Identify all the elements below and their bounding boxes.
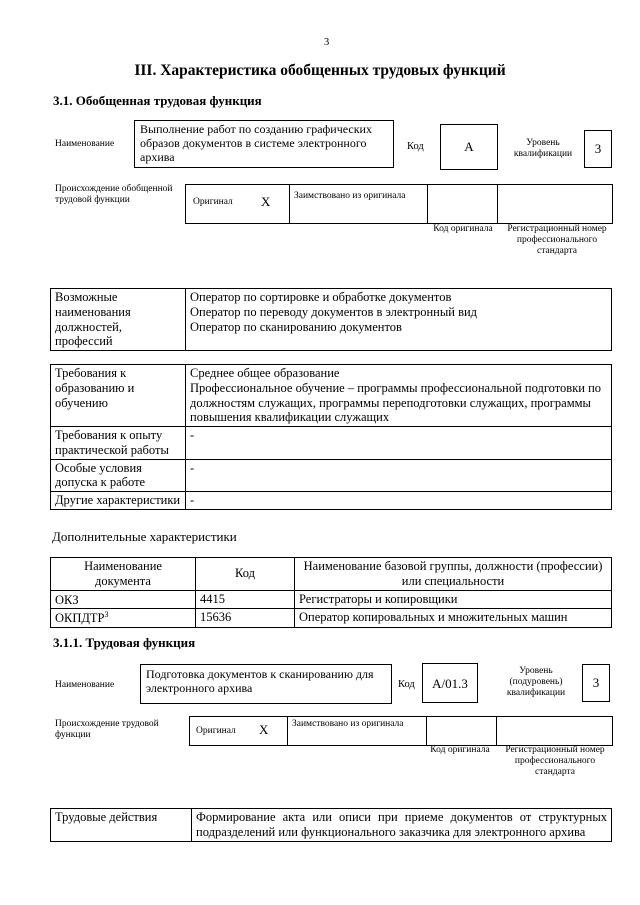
gtf-name-box bbox=[134, 120, 394, 168]
req-education-value bbox=[186, 365, 612, 427]
table-row bbox=[51, 609, 612, 628]
actions-table bbox=[50, 808, 612, 842]
gtf-reg-label: Регистрационный номер профессионального стандарта bbox=[507, 224, 607, 256]
tf-heading: 3.1.1. Трудовая функция bbox=[53, 635, 196, 650]
tf-borrowed-label: Заимствовано из оригинала bbox=[292, 719, 404, 729]
req-education-label: Требования к образованию и обучению bbox=[51, 365, 186, 427]
tf-origin-box bbox=[189, 716, 613, 746]
tf-name-value: Подготовка документов к сканированию для электронного архива bbox=[146, 667, 374, 695]
tf-code-label: Код bbox=[398, 679, 415, 690]
additional-name: Оператор копировальных и множительных машин bbox=[295, 609, 612, 628]
tf-level-box bbox=[582, 664, 610, 702]
gtf-code-value: А bbox=[464, 139, 474, 154]
tf-level-label: Уровень (подуровень) квалификации bbox=[506, 666, 566, 698]
additional-doc: ОКПДТР$^3$ bbox=[51, 609, 196, 628]
tf-code-box bbox=[422, 663, 478, 703]
section-title: III. Характеристика обобщенных трудовых функций bbox=[134, 62, 506, 79]
req-education-line: Профессиональное обучение – программы профессиональной подготовки по должностям служащих, программы переподготовки служащих, программы повышения квалификации служащих bbox=[190, 380, 602, 425]
additional-name: Регистраторы и копировщики bbox=[295, 590, 612, 609]
additional-header-code: Код bbox=[196, 558, 295, 591]
tf-original-mark: X bbox=[259, 722, 269, 737]
page-number: 3 bbox=[324, 37, 330, 48]
gtf-code-box bbox=[440, 124, 498, 170]
additional-header-doc: Наименование документа bbox=[51, 558, 196, 591]
gtf-name-value: Выполнение работ по созданию графических образов документов в системе электронного архива bbox=[140, 122, 372, 164]
gtf-origin-box bbox=[185, 184, 613, 224]
req-experience-value: - bbox=[186, 427, 612, 460]
tf-level-value: 3 bbox=[592, 675, 600, 690]
additional-title: Дополнительные характеристики bbox=[52, 529, 237, 544]
tf-name-box bbox=[140, 664, 392, 704]
tf-name-label: Наименование bbox=[55, 680, 115, 690]
gtf-heading: 3.1. Обобщенная трудовая функция bbox=[53, 93, 262, 108]
additional-code: 4415 bbox=[196, 590, 295, 609]
req-other-label: Другие характеристики bbox=[51, 492, 186, 510]
req-conditions-value: - bbox=[186, 459, 612, 492]
positions-list bbox=[186, 289, 612, 351]
gtf-original-label: Оригинал bbox=[193, 197, 233, 207]
position-item: Оператор по сортировке и обработке документов bbox=[190, 290, 452, 304]
gtf-level-value: 3 bbox=[594, 141, 602, 156]
gtf-code-label: Код bbox=[407, 141, 424, 152]
table-row bbox=[51, 590, 612, 609]
additional-doc: ОКЗ bbox=[51, 590, 196, 609]
gtf-level-box bbox=[584, 130, 612, 168]
positions-label: Возможные наименования должностей, профессий bbox=[51, 289, 186, 351]
gtf-original-mark: X bbox=[261, 194, 271, 209]
additional-table bbox=[50, 557, 612, 628]
actions-text: Формирование акта или описи при приеме документов от структурных подразделений или функционального заказчика для электронного архива bbox=[192, 809, 612, 842]
additional-code: 15636 bbox=[196, 609, 295, 628]
position-item: Оператор по переводу документов в электронный вид bbox=[190, 304, 478, 319]
gtf-borrowed-label: Заимствовано из оригинала bbox=[294, 191, 406, 201]
tf-code-orig-label: Код оригинала bbox=[430, 745, 490, 755]
gtf-origin-label: Происхождение обобщенной трудовой функции bbox=[55, 184, 173, 205]
req-education-line: Среднее общее образование bbox=[190, 366, 340, 380]
req-other-value: - bbox=[186, 492, 612, 510]
additional-header-name: Наименование базовой группы, должности (профессии) или специальности bbox=[295, 558, 612, 591]
req-conditions-label: Особые условия допуска к работе bbox=[51, 459, 186, 492]
requirements-table bbox=[50, 364, 612, 510]
gtf-name-label: Наименование bbox=[55, 139, 115, 149]
tf-code-value: А/01.3 bbox=[432, 676, 468, 691]
positions-table bbox=[50, 288, 612, 351]
tf-original-label: Оригинал bbox=[196, 726, 236, 736]
position-item: Оператор по сканированию документов bbox=[190, 319, 402, 334]
tf-origin-label: Происхождение трудовой функции bbox=[55, 719, 159, 740]
gtf-code-orig-label: Код оригинала bbox=[433, 224, 493, 234]
gtf-level-label: Уровень квалификации bbox=[513, 138, 573, 159]
req-experience-label: Требования к опыту практической работы bbox=[51, 427, 186, 460]
actions-label: Трудовые действия bbox=[51, 809, 192, 842]
tf-reg-label: Регистрационный номер профессионального стандарта bbox=[505, 745, 605, 777]
